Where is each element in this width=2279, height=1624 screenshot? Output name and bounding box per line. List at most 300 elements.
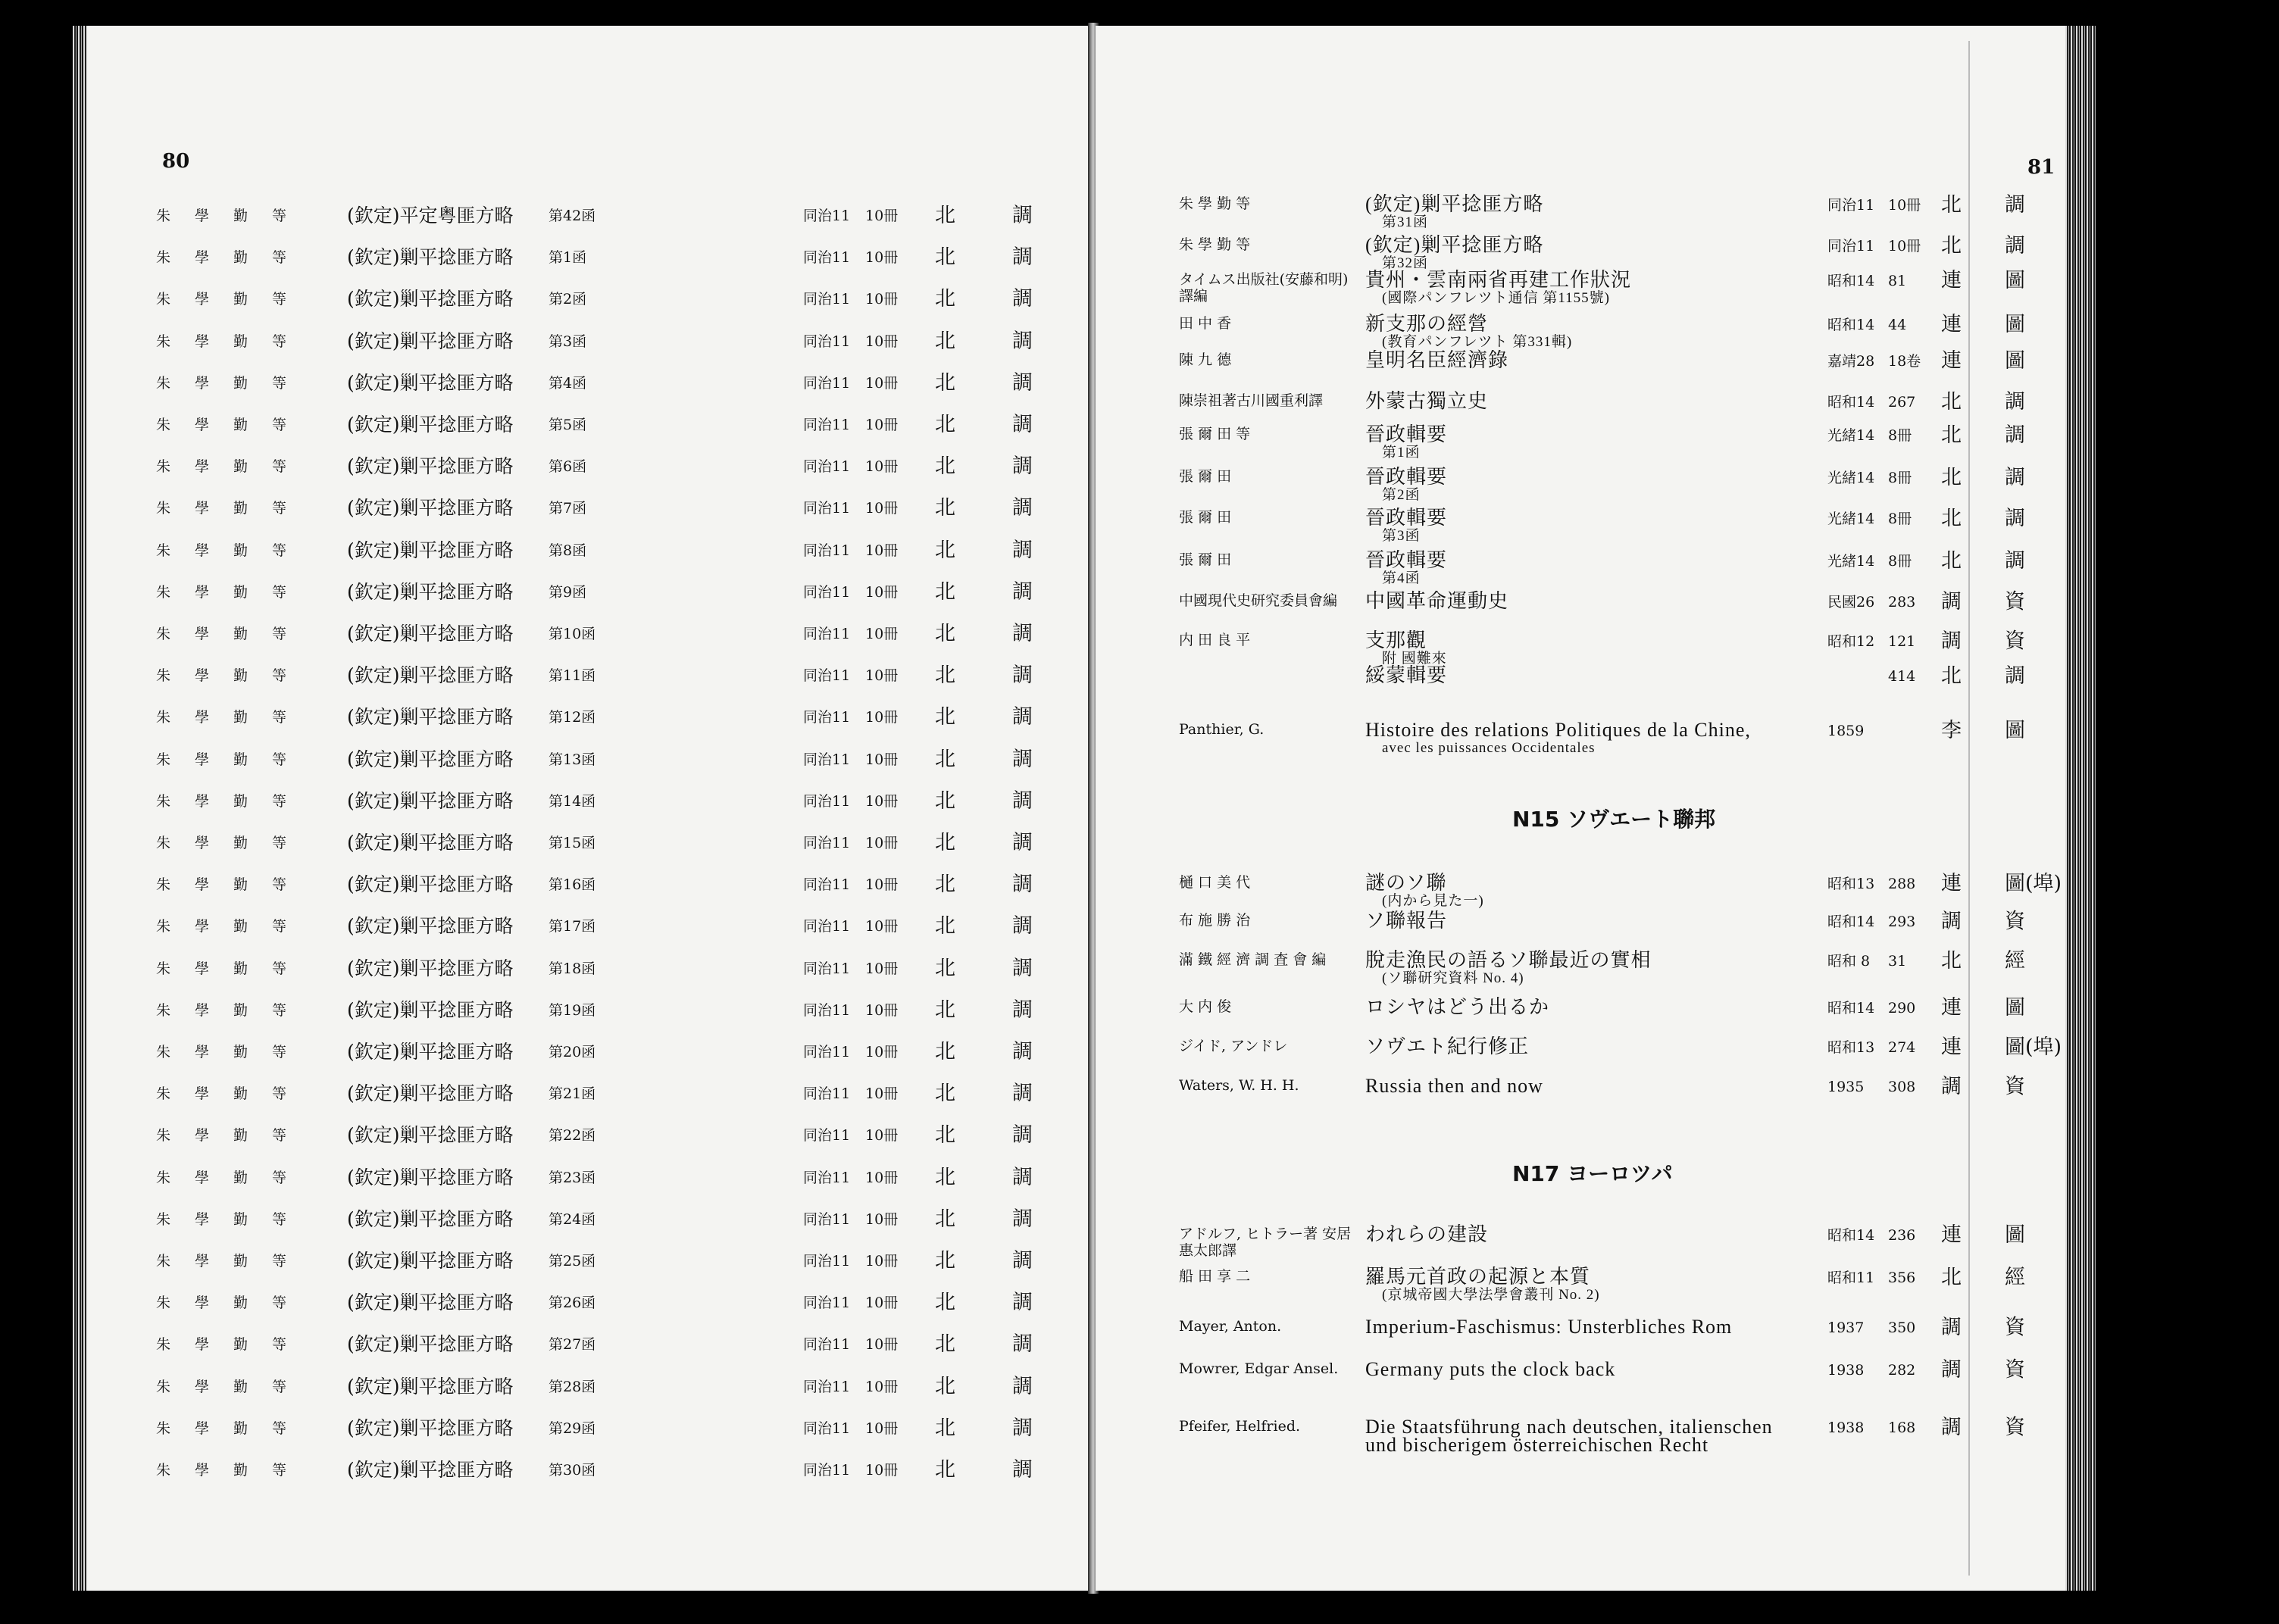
- entry-size: 282: [1888, 1362, 1916, 1379]
- entry-lib1: 北: [935, 705, 955, 729]
- entry-lib1: 調: [1941, 1358, 1962, 1382]
- entry-author: 中國現代史研究委員會編: [1179, 592, 1338, 609]
- entry-title: [1365, 315, 1805, 351]
- entry-vol: 第15函: [549, 835, 596, 851]
- entry-title: (欽定)剿平捻匪方略: [347, 1375, 514, 1398]
- entry-title: (欽定)剿平捻匪方略: [347, 998, 514, 1021]
- entry-lib1: 北: [1941, 949, 1962, 973]
- entry-title-main: (欽定)剿平捻匪方略: [1365, 193, 1544, 215]
- entry-lib1: 北: [935, 245, 955, 270]
- entry-title: (欽定)剿平捻匪方略: [347, 1207, 514, 1230]
- entry-size: 293: [1888, 914, 1916, 930]
- entry-lib1: 北: [935, 664, 955, 688]
- entry-author: 朱學勤等: [156, 792, 311, 810]
- entry-lib1: 連: [1941, 1223, 1962, 1247]
- entry-lib1: 李: [1941, 719, 1962, 742]
- entry-title-main: 綏蒙輯要: [1365, 664, 1448, 686]
- entry-lib2: 調: [1012, 1458, 1033, 1482]
- entry-lib2: 調: [1012, 831, 1033, 854]
- entry-title: (欽定)剿平捻匪方略: [347, 1166, 514, 1188]
- entry-author: 田 中 香: [1179, 315, 1232, 332]
- entry-title: (欽定)剿平捻匪方略: [347, 664, 514, 687]
- entry-year: 同治11: [803, 1378, 851, 1395]
- entry-size: 121: [1888, 633, 1916, 650]
- entry-title: (欽定)剿平捻匪方略: [347, 1082, 514, 1105]
- entry-title: (欽定)剿平捻匪方略: [347, 329, 514, 352]
- entry-title: [1365, 423, 1805, 462]
- entry-year: 同治11: [803, 626, 851, 642]
- entry-author: タイムス出版社(安藤和明)譯編: [1179, 271, 1349, 304]
- entry-year: 1859: [1827, 723, 1865, 739]
- entry-vol: 第42函: [549, 208, 596, 224]
- entry-size: 10冊: [865, 751, 899, 768]
- entry-title-main: 中國革命運動史: [1365, 590, 1509, 612]
- entry-lib2: 調: [1012, 1332, 1033, 1357]
- entry-size: 10冊: [865, 1295, 899, 1312]
- entry-size: 44: [1888, 317, 1907, 333]
- entry-size: 10冊: [865, 458, 899, 476]
- entry-year: 同治11: [1827, 197, 1875, 214]
- entry-title: (欽定)平定粤匪方略: [347, 205, 514, 226]
- entry-author: 朱學勤等: [156, 417, 311, 433]
- entry-vol: 第12函: [549, 709, 596, 726]
- entry-lib2: 圖: [2005, 313, 2025, 336]
- entry-author: 朱 學 勤 等: [1179, 195, 1251, 212]
- entry-year: 昭和14: [1827, 1227, 1875, 1244]
- entry-author: 朱學勤等: [156, 542, 311, 559]
- entry-lib2: 調: [1012, 538, 1033, 562]
- entry-lib1: 連: [1941, 1035, 1962, 1059]
- entry-year: 同治11: [803, 458, 851, 476]
- entry-author: 船 田 享 二: [1179, 1268, 1251, 1285]
- entry-lib1: 調: [1941, 1316, 1962, 1339]
- entry-title-main: 晉政輯要: [1365, 466, 1448, 488]
- entry-title: (欽定)剿平捻匪方略: [347, 371, 514, 394]
- entry-author: 陳 九 德: [1179, 351, 1232, 368]
- entry-vol: 第7函: [549, 500, 587, 517]
- entry-lib1: 連: [1941, 313, 1962, 336]
- entry-vol: 第16函: [549, 876, 596, 894]
- entry-author: 朱學勤等: [156, 208, 311, 224]
- entry-title: (欽定)剿平捻匪方略: [347, 623, 514, 645]
- entry-title: [1365, 351, 1805, 370]
- entry-lib2: 調: [1012, 998, 1033, 1022]
- entry-lib2: 調: [1012, 454, 1033, 479]
- entry-title: (欽定)剿平捻匪方略: [347, 246, 514, 269]
- entry-year: 同治11: [803, 583, 851, 601]
- entry-year: 同治11: [803, 374, 851, 392]
- entry-author: 朱學勤等: [156, 374, 311, 392]
- entry-size: 10冊: [865, 1210, 899, 1228]
- entry-title: [1365, 1077, 1805, 1095]
- entry-size: 8冊: [1888, 427, 1912, 444]
- entry-subtitle: avec les puissances Occidentales: [1382, 740, 1596, 756]
- entry-size: 10冊: [1888, 197, 1921, 214]
- entry-vol: 第22函: [549, 1127, 596, 1145]
- entry-lib2: 調: [1012, 1249, 1033, 1273]
- entry-subtitle: 第32函: [1382, 255, 1429, 271]
- entry-lib1: 北: [1941, 466, 1962, 489]
- entry-lib1: 調: [1941, 1416, 1962, 1439]
- entry-author: Mayer, Anton.: [1179, 1318, 1282, 1335]
- entry-title-main: われらの建設: [1365, 1223, 1489, 1245]
- entry-lib2: 調: [1012, 1040, 1033, 1063]
- entry-vol: 第27函: [549, 1336, 596, 1354]
- entry-lib2: 調: [2005, 390, 2025, 414]
- entry-author: 朱學勤等: [156, 1462, 311, 1479]
- entry-size: 308: [1888, 1079, 1916, 1095]
- entry-year: 同治11: [803, 249, 851, 267]
- entry-title: [1365, 874, 1805, 910]
- entry-title-main: 新支那の經營: [1365, 313, 1489, 335]
- entry-vol: 第23函: [549, 1169, 596, 1186]
- page-edge: [73, 26, 86, 1591]
- entry-size: 10冊: [865, 709, 899, 726]
- entry-size: 10冊: [865, 208, 899, 224]
- entry-lib2: 圖: [2005, 269, 2025, 292]
- entry-title: (欽定)剿平捻匪方略: [347, 789, 514, 812]
- entry-year: 同治11: [803, 1336, 851, 1354]
- entry-title: (欽定)剿平捻匪方略: [347, 1041, 514, 1063]
- entry-lib2: 調: [1012, 1082, 1033, 1106]
- entry-author: 朱學勤等: [156, 249, 311, 267]
- entry-lib1: 連: [1941, 872, 1962, 895]
- entry-year: 1937: [1827, 1320, 1865, 1336]
- entry-title: [1365, 468, 1805, 504]
- entry-lib1: 北: [935, 1458, 955, 1482]
- entry-size: 8冊: [1888, 511, 1912, 527]
- entry-lib2: 圖(埠): [2005, 872, 2062, 895]
- entry-lib2: 調: [1012, 747, 1033, 771]
- entry-subtitle: (京城帝國大學法學會叢刊 No. 2): [1382, 1287, 1600, 1303]
- entry-lib1: 北: [935, 747, 955, 771]
- entry-title: [1365, 392, 1805, 411]
- entry-lib1: 北: [935, 998, 955, 1022]
- entry-title: [1365, 195, 1805, 232]
- entry-author: 朱學勤等: [156, 458, 311, 476]
- entry-lib2: 調: [1012, 873, 1033, 897]
- entry-lib2: 圖(埠): [2005, 1035, 2062, 1059]
- entry-vol: 第14函: [549, 792, 596, 810]
- entry-vol: 第13函: [549, 751, 596, 768]
- entry-year: 1935: [1827, 1079, 1865, 1095]
- entry-lib2: 調: [1012, 789, 1033, 813]
- entry-vol: 第28函: [549, 1378, 596, 1395]
- entry-title-main: 晉政輯要: [1365, 507, 1448, 529]
- entry-size: 10冊: [865, 1169, 899, 1186]
- entry-vol: 第26函: [549, 1295, 596, 1312]
- entry-vol: 第10函: [549, 626, 596, 642]
- entry-author: 朱學勤等: [156, 333, 311, 350]
- entry-vol: 第2函: [549, 291, 587, 308]
- entry-subtitle: 第3函: [1382, 528, 1421, 544]
- entry-author: 大 内 俊: [1179, 998, 1232, 1015]
- entry-title: (欽定)剿平捻匪方略: [347, 1291, 514, 1314]
- entry-size: 168: [1888, 1419, 1916, 1436]
- entry-author: 朱學勤等: [156, 1169, 311, 1186]
- entry-vol: 第6函: [549, 458, 587, 476]
- entry-title: [1365, 1418, 1805, 1454]
- entry-title: (欽定)剿平捻匪方略: [347, 1333, 514, 1356]
- entry-vol: 第17函: [549, 918, 596, 935]
- entry-year: 同治11: [803, 500, 851, 517]
- entry-size: 10冊: [865, 792, 899, 810]
- entry-title: [1365, 629, 1805, 668]
- entry-vol: 第5函: [549, 417, 587, 433]
- entry-size: 356: [1888, 1270, 1916, 1286]
- entry-lib1: 北: [935, 1332, 955, 1357]
- entry-year: 昭和13: [1827, 1039, 1875, 1056]
- entry-year: 同治11: [803, 417, 851, 433]
- entry-year: 光緒14: [1827, 553, 1875, 570]
- entry-year: 同治11: [803, 876, 851, 894]
- entry-size: 10冊: [865, 374, 899, 392]
- entry-title: [1365, 1223, 1805, 1245]
- entry-size: 10冊: [865, 1419, 899, 1437]
- entry-author: 朱學勤等: [156, 1378, 311, 1395]
- entry-title: [1365, 1318, 1805, 1336]
- entry-title: (欽定)剿平捻匪方略: [347, 414, 514, 436]
- entry-title: (欽定)剿平捻匪方略: [347, 1416, 514, 1439]
- entry-year: 民國26: [1827, 594, 1875, 611]
- entry-vol: 第4函: [549, 374, 587, 392]
- entry-author: 朱學勤等: [156, 835, 311, 851]
- entry-year: 光緒14: [1827, 511, 1875, 527]
- entry-lib2: 調: [1012, 914, 1033, 938]
- entry-size: 10冊: [865, 1378, 899, 1395]
- entry-year: 同治11: [803, 1169, 851, 1186]
- entry-title: (欽定)剿平捻匪方略: [347, 1459, 514, 1481]
- entry-title-main: 晉政輯要: [1365, 549, 1448, 571]
- entry-lib1: 北: [935, 831, 955, 854]
- entry-title: (欽定)剿平捻匪方略: [347, 539, 514, 561]
- entry-title: [1365, 592, 1805, 611]
- entry-vol: 第24函: [549, 1210, 596, 1228]
- entry-author: 朱學勤等: [156, 960, 311, 977]
- entry-year: 昭和14: [1827, 273, 1875, 289]
- entry-author: Waters, W. H. H.: [1179, 1077, 1299, 1094]
- entry-title-main: Germany puts the clock back: [1365, 1358, 1616, 1380]
- entry-lib1: 北: [1941, 1266, 1962, 1289]
- entry-lib1: 北: [935, 538, 955, 562]
- entry-lib2: 調: [1012, 287, 1033, 311]
- entry-lib1: 調: [1941, 590, 1962, 614]
- entry-size: 10冊: [865, 626, 899, 642]
- entry-year: 光緒14: [1827, 427, 1875, 444]
- entry-vol: 第11函: [549, 667, 596, 685]
- entry-title: [1365, 998, 1805, 1017]
- entry-lib1: 連: [1941, 349, 1962, 373]
- entry-lib1: 北: [935, 1123, 955, 1148]
- entry-lib2: 調: [2005, 423, 2025, 447]
- entry-title: (欽定)剿平捻匪方略: [347, 288, 514, 311]
- entry-lib2: 調: [1012, 956, 1033, 980]
- entry-subtitle: (國際パンフレツト通信 第1155號): [1382, 290, 1610, 306]
- entry-title-main: 支那觀: [1365, 629, 1427, 651]
- entry-author: 樋 口 美 代: [1179, 874, 1251, 891]
- entry-size: 267: [1888, 394, 1916, 411]
- entry-title: [1365, 912, 1805, 930]
- entry-title: [1365, 951, 1805, 988]
- entry-size: 10冊: [865, 876, 899, 894]
- entry-size: 414: [1888, 668, 1916, 685]
- entry-title: (欽定)剿平捻匪方略: [347, 915, 514, 938]
- entry-year: 嘉靖28: [1827, 353, 1875, 370]
- entry-year: 同治11: [803, 792, 851, 810]
- entry-size: 10冊: [865, 1336, 899, 1354]
- entry-vol: 第19函: [549, 1001, 596, 1019]
- entry-lib1: 調: [1941, 910, 1962, 933]
- entry-title: [1365, 236, 1805, 273]
- entry-year: 同治11: [803, 1462, 851, 1479]
- entry-lib1: 北: [935, 579, 955, 604]
- entry-subtitle: (教育パンフレツト 第331輯): [1382, 334, 1573, 350]
- entry-vol: 第18函: [549, 960, 596, 977]
- entry-lib2: 資: [2005, 1358, 2025, 1382]
- section-heading-europe: N17 ヨーロツパ: [1512, 1161, 1673, 1186]
- entry-size: 350: [1888, 1320, 1916, 1336]
- entry-lib1: 連: [1941, 269, 1962, 292]
- entry-lib2: 調: [1012, 1291, 1033, 1315]
- entry-size: 81: [1888, 273, 1907, 289]
- entry-year: 同治11: [803, 1419, 851, 1437]
- entry-author: 朱學勤等: [156, 291, 311, 308]
- entry-subtitle: 第2函: [1382, 487, 1421, 503]
- entry-lib2: 調: [2005, 549, 2025, 573]
- entry-year: 同治11: [803, 208, 851, 224]
- entry-size: 10冊: [865, 1044, 899, 1060]
- entry-author: アドルフ, ヒトラー著 安居惠太郎譯: [1179, 1226, 1352, 1259]
- entry-lib1: 北: [935, 1040, 955, 1063]
- entry-subtitle: 第1函: [1382, 445, 1421, 461]
- entry-title: (欽定)剿平捻匪方略: [347, 580, 514, 603]
- entry-lib1: 北: [935, 1291, 955, 1315]
- entry-year: 同治11: [803, 1253, 851, 1270]
- entry-year: 同治11: [803, 1210, 851, 1228]
- page-number: 80: [162, 150, 190, 173]
- entry-year: 同治11: [803, 1001, 851, 1019]
- entry-lib2: 經: [2005, 1266, 2025, 1289]
- entry-lib2: 資: [2005, 1316, 2025, 1339]
- entry-lib2: 資: [2005, 1075, 2025, 1098]
- entry-lib2: 經: [2005, 949, 2025, 973]
- entry-title: [1365, 1360, 1805, 1379]
- entry-lib1: 北: [1941, 234, 1962, 258]
- entry-vol: 第1函: [549, 249, 587, 267]
- entry-size: 10冊: [865, 1253, 899, 1270]
- entry-lib1: 北: [1941, 423, 1962, 447]
- entry-size: 18卷: [1888, 353, 1921, 370]
- entry-subtitle: 第31函: [1382, 214, 1429, 230]
- entry-author: 朱學勤等: [156, 667, 311, 685]
- entry-vol: 第29函: [549, 1419, 596, 1437]
- entry-lib2: 調: [1012, 204, 1033, 227]
- entry-author: 朱學勤等: [156, 1044, 311, 1060]
- entry-author: 朱學勤等: [156, 626, 311, 642]
- entry-title-main: 皇明名臣經濟錄: [1365, 349, 1509, 371]
- entry-size: 10冊: [865, 542, 899, 559]
- entry-size: 10冊: [865, 960, 899, 977]
- entry-author: 内 田 良 平: [1179, 632, 1251, 648]
- entry-year: 同治11: [803, 960, 851, 977]
- entry-lib1: 北: [1941, 549, 1962, 573]
- entry-lib1: 北: [935, 622, 955, 645]
- entry-lib2: 調: [1012, 329, 1033, 353]
- entry-size: 31: [1888, 953, 1907, 970]
- entry-year: 同治11: [803, 1044, 851, 1060]
- entry-author: 張 爾 田: [1179, 551, 1232, 568]
- entry-lib1: 北: [935, 204, 955, 227]
- entry-lib1: 北: [935, 454, 955, 479]
- entry-author: 朱學勤等: [156, 876, 311, 894]
- entry-size: 10冊: [865, 249, 899, 267]
- entry-vol: 第3函: [549, 333, 587, 350]
- entry-size: 10冊: [865, 417, 899, 433]
- entry-size: 10冊: [865, 291, 899, 308]
- entry-vol: 第21函: [549, 1085, 596, 1103]
- entry-year: 昭和14: [1827, 1000, 1875, 1017]
- entry-title: (欽定)剿平捻匪方略: [347, 455, 514, 478]
- entry-size: 10冊: [865, 1462, 899, 1479]
- entry-lib2: 調: [1012, 1416, 1033, 1440]
- entry-title-main: 謎のソ聯: [1365, 872, 1447, 894]
- entry-title: (欽定)剿平捻匪方略: [347, 706, 514, 729]
- entry-title: [1365, 271, 1805, 308]
- entry-lib2: 圖: [2005, 1223, 2025, 1247]
- entry-lib1: 調: [1941, 1075, 1962, 1098]
- entry-title-main: ソ聯報告: [1365, 910, 1448, 932]
- entry-title: (欽定)剿平捻匪方略: [347, 748, 514, 770]
- entry-lib1: 調: [1941, 629, 1962, 653]
- entry-year: 昭和12: [1827, 633, 1875, 650]
- entry-author: 朱學勤等: [156, 1210, 311, 1228]
- entry-year: 同治11: [803, 542, 851, 559]
- entry-lib2: 調: [2005, 193, 2025, 217]
- entry-author: 朱學勤等: [156, 1253, 311, 1270]
- entry-subtitle: (内から見た一): [1382, 893, 1484, 909]
- entry-vol: 第8函: [549, 542, 587, 559]
- entry-title-main: 羅馬元首政の起源と本質: [1365, 1266, 1591, 1288]
- entry-size: 10冊: [865, 835, 899, 851]
- entry-title: (欽定)剿平捻匪方略: [347, 1250, 514, 1272]
- entry-author: 張 爾 田: [1179, 468, 1232, 485]
- entry-author: 朱學勤等: [156, 918, 311, 935]
- entry-title: [1365, 664, 1805, 686]
- entry-vol: 第30函: [549, 1462, 596, 1479]
- column-rule: [1968, 41, 1970, 1576]
- entry-author: 滿 鐵 經 濟 調 査 會 編: [1179, 951, 1327, 968]
- entry-title: (欽定)剿平捻匪方略: [347, 1124, 514, 1147]
- entry-lib2: 圖: [2005, 349, 2025, 373]
- entry-lib2: 調: [1012, 1123, 1033, 1148]
- entry-year: 同治11: [803, 751, 851, 768]
- entry-author: ジイド, アンドレ: [1179, 1038, 1288, 1054]
- entry-lib1: 北: [1941, 664, 1962, 688]
- entry-lib2: 調: [1012, 413, 1033, 436]
- entry-size: 10冊: [865, 1085, 899, 1103]
- entry-size: 10冊: [865, 500, 899, 517]
- entry-lib2: 調: [1012, 496, 1033, 520]
- entry-lib1: 北: [1941, 193, 1962, 217]
- entry-size: 8冊: [1888, 553, 1912, 570]
- entry-title: [1365, 1035, 1805, 1057]
- entry-year: 昭和13: [1827, 876, 1875, 892]
- entry-lib2: 資: [2005, 590, 2025, 614]
- entry-lib2: 調: [2005, 466, 2025, 489]
- entry-lib1: 北: [1941, 390, 1962, 414]
- entry-author: 朱學勤等: [156, 1127, 311, 1145]
- entry-author: 朱學勤等: [156, 583, 311, 601]
